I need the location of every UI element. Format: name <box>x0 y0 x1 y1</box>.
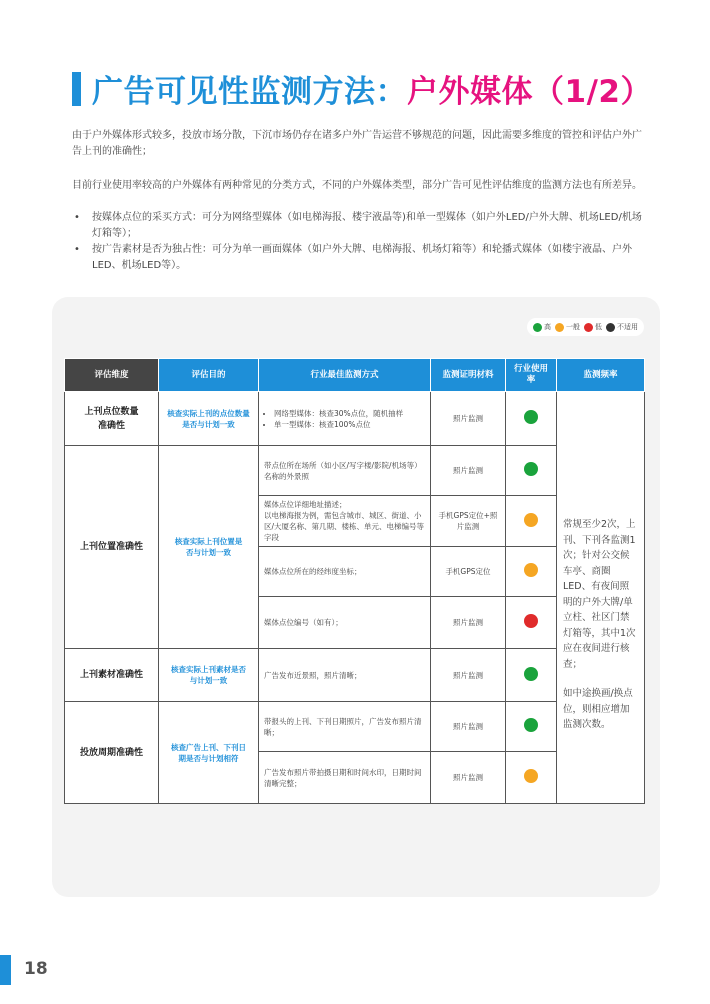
goal-cell: 核查广告上刊、下刊日期是否与计划相符 <box>159 702 259 804</box>
monitoring-table <box>64 358 645 804</box>
legend-item-medium: 一般 <box>555 322 580 332</box>
rating-dot-icon <box>524 513 538 527</box>
rating-dot-icon <box>524 718 538 732</box>
usage-rate-cell <box>506 446 557 496</box>
header-method: 行业最佳监测方式 <box>259 359 431 392</box>
frequency-cell <box>557 392 645 804</box>
proof-cell: 照片监测 <box>431 392 506 446</box>
method-cell: 广告发布近景照，照片清晰； <box>259 649 431 702</box>
proof-cell: 照片监测 <box>431 597 506 649</box>
intro-paragraph: 由于户外媒体形式较多，投放市场分散，下沉市场仍存在诸多户外广告运营不够规范的问题，因此需要多维度的管控和评估户外广告上刊的准确性； <box>72 130 642 157</box>
list-item <box>72 210 647 242</box>
green-dot-icon <box>533 323 542 332</box>
list-item: • 单一型媒体：核查100%点位 <box>274 419 425 430</box>
dimension-cell: 上刊点位数量准确性 <box>65 392 159 446</box>
goal-cell: 核查实际上刊的点位数量是否与计划一致 <box>159 392 259 446</box>
rating-dot-icon <box>524 563 538 577</box>
proof-cell: 手机GPS定位+照片监测 <box>431 496 506 547</box>
header-proof: 监测证明材料 <box>431 359 506 392</box>
rating-dot-icon <box>524 614 538 628</box>
list-item <box>72 242 647 274</box>
dimension-cell: 投放周期准确性 <box>65 702 159 804</box>
black-dot-icon <box>606 323 615 332</box>
method-title: 媒体点位详细地址描述； <box>264 500 347 509</box>
usage-rate-cell <box>506 496 557 547</box>
header-dimension: 评估维度 <box>65 359 159 392</box>
frequency-text: 常规至少2次，上刊、下刊各监测1次；针对公交候车亭、商圈LED、有夜间照明的户外大牌/单立柱、社区门禁灯箱等，其中1次应在夜间进行核查； <box>563 519 636 670</box>
method-cell: 媒体点位所在的经纬度坐标； <box>259 547 431 597</box>
page-number: 18 <box>24 959 48 979</box>
title-accent: 户外媒体（1/2） <box>407 74 652 110</box>
bullet-dot-icon: • <box>74 212 80 223</box>
method-cell: 广告发布照片带拍摄日期和时间水印，日期时间清晰完整； <box>259 752 431 804</box>
goal-cell: 核查实际上刊位置是否与计划一致 <box>159 446 259 649</box>
page-number-bar <box>0 955 11 985</box>
bullet-list <box>72 210 647 274</box>
legend-item-na: 不适用 <box>606 322 638 332</box>
usage-rate-cell <box>506 752 557 804</box>
header-usage-rate: 行业使用率 <box>506 359 557 392</box>
rating-dot-icon <box>524 462 538 476</box>
usage-rate-cell <box>506 547 557 597</box>
bullet-text: 按广告素材是否为独占性：可分为单一画面媒体（如户外大牌、电梯海报、机场灯箱等）和轮播式媒体（如楼宇液晶、户外LED、机场LED等）。 <box>92 244 632 271</box>
proof-cell: 照片监测 <box>431 446 506 496</box>
usage-rate-cell <box>506 649 557 702</box>
method-cell <box>259 392 431 446</box>
page-title <box>92 66 652 111</box>
classification-paragraph: 目前行业使用率较高的户外媒体有两种常见的分类方式，不同的户外媒体类型，部分广告可见性评估维度的监测方法也有所差异。 <box>72 180 642 191</box>
method-cell: 带报头的上刊、下刊日期照片，广告发布照片清晰； <box>259 702 431 752</box>
usage-rate-cell <box>506 702 557 752</box>
dimension-cell: 上刊位置准确性 <box>65 446 159 649</box>
dimension-cell: 上刊素材准确性 <box>65 649 159 702</box>
proof-cell: 手机GPS定位 <box>431 547 506 597</box>
rating-dot-icon <box>524 769 538 783</box>
method-cell <box>259 496 431 547</box>
proof-cell: 照片监测 <box>431 752 506 804</box>
title-accent-bar <box>72 72 81 106</box>
table-header-row <box>65 359 645 392</box>
rating-dot-icon <box>524 410 538 424</box>
header-frequency: 监测频率 <box>557 359 645 392</box>
rating-dot-icon <box>524 667 538 681</box>
usage-rate-cell <box>506 597 557 649</box>
method-detail: 以电梯海报为例，需包含城市、城区、街道、小区/大厦名称、第几期、楼栋、单元、电梯编号等字段 <box>264 511 425 542</box>
list-item: • 网络型媒体：核查30%点位，随机抽样 <box>274 408 425 419</box>
proof-cell: 照片监测 <box>431 649 506 702</box>
legend-item-low: 低 <box>584 322 602 332</box>
bullet-text: 按媒体点位的采买方式：可分为网络型媒体（如电梯海报、楼宇液晶等)和单一型媒体（如户外LED/户外大牌、机场LED/机场灯箱等）； <box>92 212 642 239</box>
title-main: 广告可见性监测方法： <box>92 74 407 110</box>
method-cell: 媒体点位编号（如有）； <box>259 597 431 649</box>
red-dot-icon <box>584 323 593 332</box>
orange-dot-icon <box>555 323 564 332</box>
bullet-dot-icon: • <box>74 244 80 255</box>
header-goal: 评估目的 <box>159 359 259 392</box>
usage-legend <box>527 318 644 336</box>
frequency-note: 如中途换画/换点位，则相应增加监测次数。 <box>563 688 633 730</box>
table-row <box>65 392 645 446</box>
proof-cell: 照片监测 <box>431 702 506 752</box>
method-cell: 带点位所在场所（如小区/写字楼/影院/机场等）名称的外景照 <box>259 446 431 496</box>
usage-rate-cell <box>506 392 557 446</box>
legend-item-high: 高 <box>533 322 551 332</box>
goal-cell: 核查实际上刊素材是否与计划一致 <box>159 649 259 702</box>
